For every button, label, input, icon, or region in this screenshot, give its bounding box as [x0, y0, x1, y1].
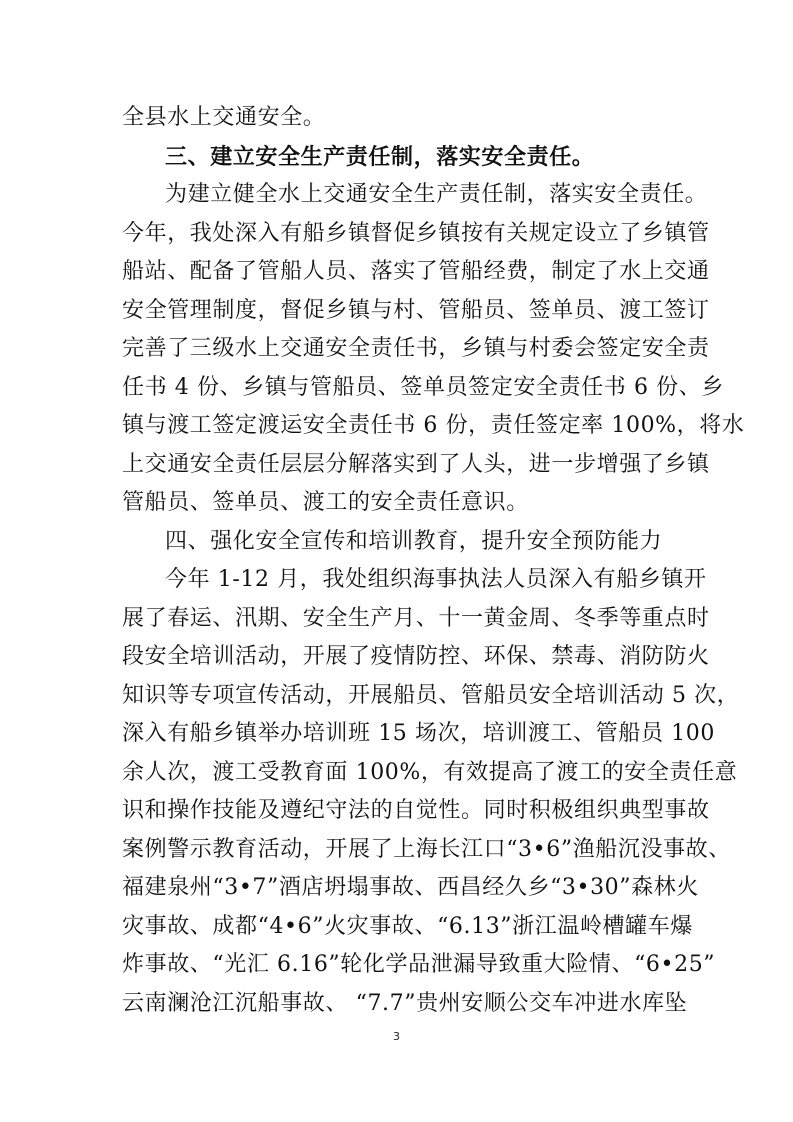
text-line: 识和操作技能及遵纪守法的自觉性。同时积极组织典型事故	[122, 798, 710, 823]
text-line: 上交通安全责任层层分解落实到了人头，进一步增强了乡镇	[122, 452, 710, 477]
page-number: 3	[393, 1030, 400, 1043]
text-line: 任书 4 份、乡镇与管船员、签单员签定安全责任书 6 份、乡	[122, 375, 724, 400]
text-line: 段安全培训活动，开展了疫情防控、环保、禁毒、消防防火	[122, 644, 710, 669]
section-heading: 三、建立安全生产责任制，落实安全责任。	[165, 144, 595, 170]
text-line: 案例警示教育活动，开展了上海长江口“3•6”渔船沉没事故、	[122, 837, 731, 862]
text-line: 福建泉州“3•7”酒店坍塌事故、西昌经久乡“3•30”森林火	[122, 875, 699, 900]
text-line: 船站、配备了管船人员、落实了管船经费，制定了水上交通	[122, 259, 710, 284]
section-heading: 四、强化安全宣传和培训教育，提升安全预防能力	[165, 529, 663, 554]
text-line: 管船员、签单员、渡工的安全责任意识。	[122, 490, 529, 515]
text-line: 安全管理制度，督促乡镇与村、管船员、签单员、渡工签订	[122, 298, 710, 323]
text-line: 深入有船乡镇举办培训班 15 场次，培训渡工、管船员 100	[122, 721, 715, 746]
text-line: 为建立健全水上交通安全生产责任制，落实安全责任。	[165, 182, 708, 207]
text-line: 展了春运、汛期、安全生产月、十一黄金周、冬季等重点时	[122, 606, 710, 631]
text-line: 镇与渡工签定渡运安全责任书 6 份，责任签定率 100%，将水	[122, 413, 745, 438]
text-line: 灾事故、成都“4•6”火灾事故、“6.13”浙江温岭槽罐车爆	[122, 914, 693, 939]
text-line: 炸事故、“光汇 6.16”轮化学品泄漏导致重大险情、“6•25”	[122, 952, 716, 977]
text-line: 完善了三级水上交通安全责任书，乡镇与村委会签定安全责	[122, 336, 710, 361]
text-line: 云南澜沧江沉船事故、 “7.7”贵州安顺公交车冲进水库坠	[122, 991, 688, 1016]
text-line: 今年 1-12 月，我处组织海事执法人员深入有船乡镇开	[165, 567, 707, 592]
text-line: 知识等专项宣传活动，开展船员、管船员安全培训活动 5 次，	[122, 683, 740, 708]
text-line: 余人次，渡工受教育面 100%，有效提高了渡工的安全责任意	[122, 760, 738, 785]
text-line: 今年，我处深入有船乡镇督促乡镇按有关规定设立了乡镇管	[122, 221, 710, 246]
text-line: 全县水上交通安全。	[122, 105, 326, 130]
